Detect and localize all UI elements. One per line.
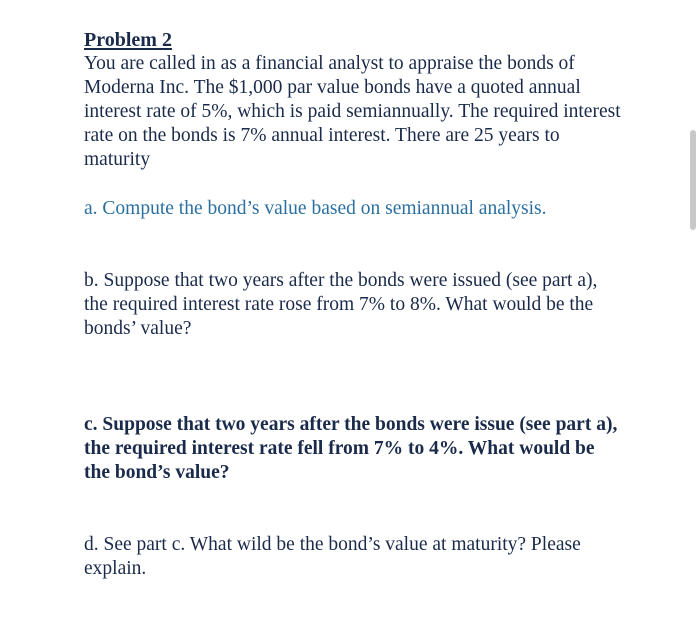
question-part-b: b. Suppose that two years after the bonds were issued (see part a), the required interest rate rose from 7% to 8%. What would be the bonds’ value? [84,270,598,339]
problem-title: Problem 2 [84,29,172,51]
question-part-d: d. See part c. What wild be the bond’s value at maturity? Please explain. [84,534,581,579]
problem-intro: You are called in as a financial analyst to appraise the bonds of Moderna Inc. The $1,000 par value bonds have a quoted annual interest rate of 5%, which is paid semiannually. The required interest rate on the bonds is 7% annual interest. There are 25 years to maturity [84,53,621,170]
question-part-c: c. Suppose that two years after the bonds were issue (see part a), the required interest rate fell from 7% to 4%. What would be the bond’s value? [84,414,618,483]
question-part-a: a. Compute the bond’s value based on semiannual analysis. [84,198,547,219]
scrollbar-thumb[interactable] [690,130,696,230]
vertical-scrollbar[interactable] [686,0,700,628]
